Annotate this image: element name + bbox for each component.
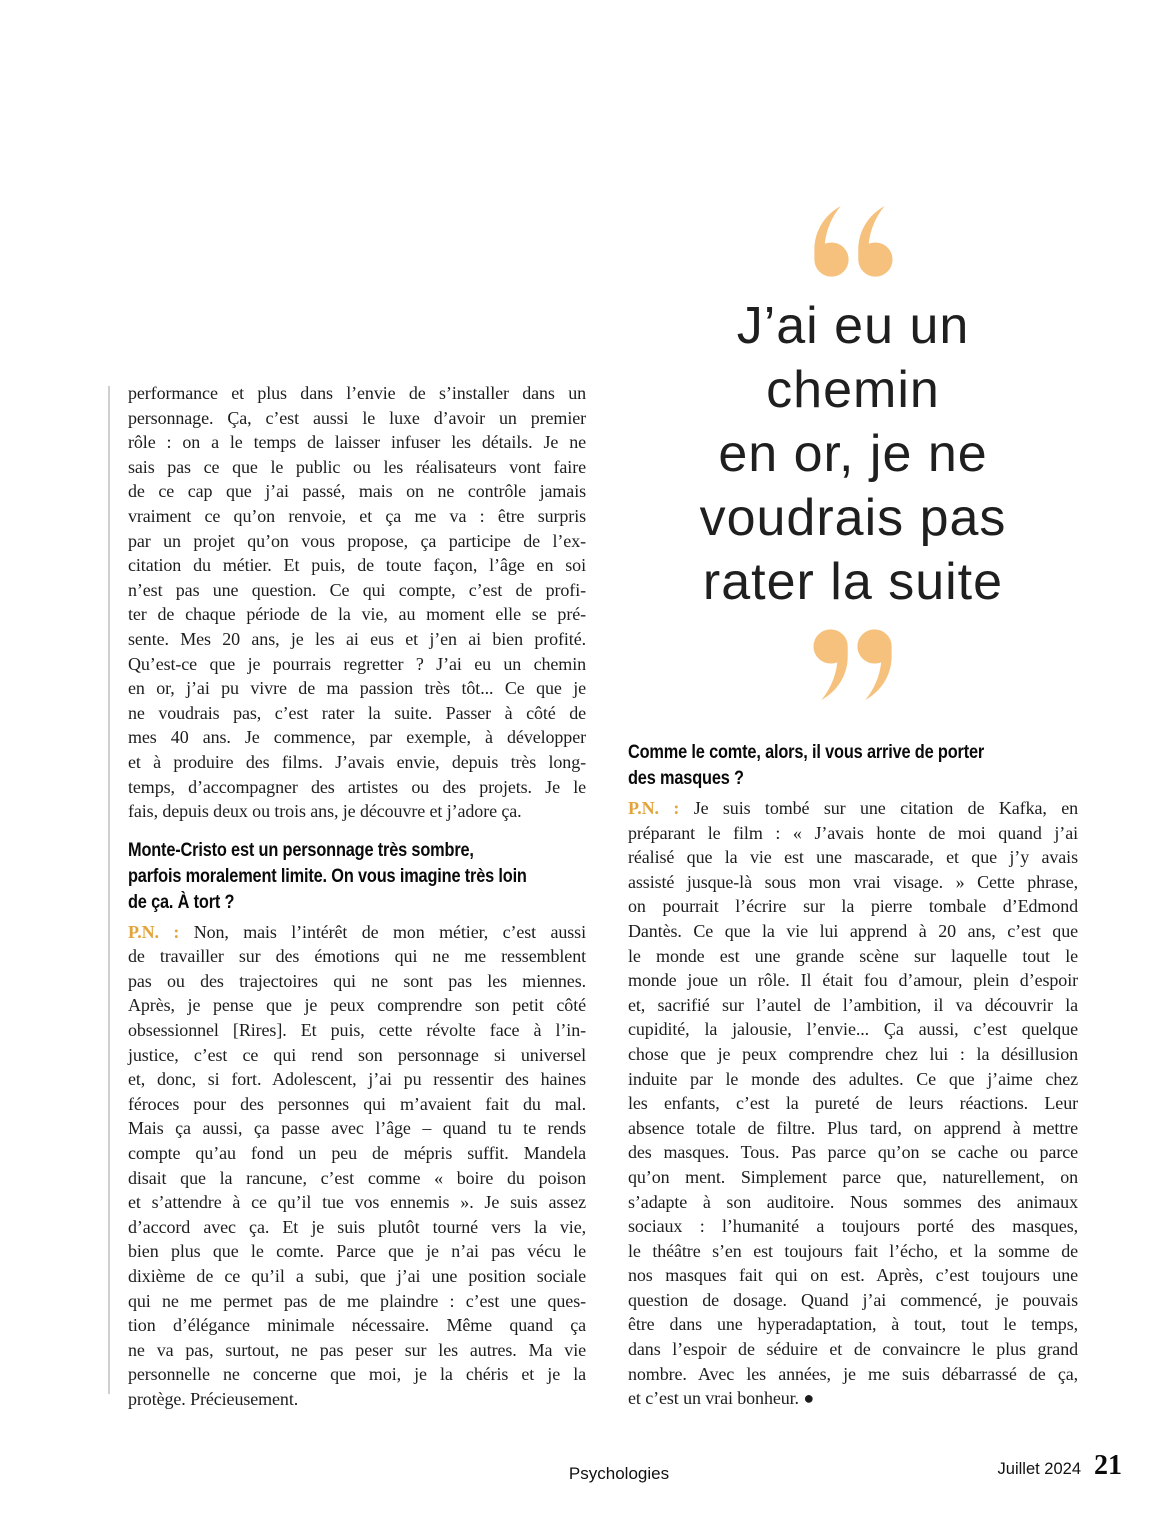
text-line: sociaux : l’humanité a toujours porté des masques, (628, 1216, 1078, 1237)
text-line: de ça. À tort ? (128, 891, 235, 913)
text-line: sais pas ce que le public ou les réalisateurs vont faire (128, 456, 586, 477)
text-line: chose que je peux comprendre chez lui : la désillusion (628, 1043, 1078, 1064)
pull-quote-text (628, 294, 1078, 614)
text-line: personnelle ne concerne que moi, je la chéris et je la (128, 1364, 586, 1385)
text-line: d’accord avec ça. Et je suis plutôt tourné vers la vie, (128, 1216, 586, 1237)
text-line: vraiment ce qu’on renvoie, et ça me va : être surpris (128, 505, 586, 526)
interview-question-masques (628, 740, 1078, 792)
text-line: justice, c’est ce qui rend son personnage si universel (128, 1044, 586, 1065)
text-line: être dans une hyperadaptation, à tout, tout le temps, (628, 1314, 1078, 1335)
issue-date: Juillet 2024 (997, 1460, 1081, 1478)
text-line: personnage. Ça, c’est aussi le luxe d’avoir un premier (128, 407, 586, 428)
interview-answer-1 (128, 920, 586, 1412)
running-paragraph (128, 381, 586, 824)
text-line: sente. Mes 20 ans, je les ai eus et j’en ai bien profité. (128, 628, 586, 649)
text-line: qui ne me permet pas de me plaindre : c’est une ques- (128, 1290, 586, 1311)
text-line: fais, depuis deux ou trois ans, je découvre et j’adore ça. (128, 801, 522, 822)
text-line: Monte-Cristo est un personnage très sombre, (128, 839, 474, 861)
text-line: n’est pas une question. Ce qui compte, c’est de profi- (128, 579, 586, 600)
text-line: ne voudrais pas, c’est rater la suite. Passer à côté de (128, 702, 586, 723)
text-line: s’adapte à son auditoire. Nous sommes des animaux (628, 1191, 1078, 1212)
text-line: rater la suite (702, 553, 1004, 611)
text-line: chemin (766, 361, 940, 419)
speaker-label: P.N. : (628, 798, 680, 818)
text-line: citation du métier. Et puis, de toute façon, l’âge en soi (128, 555, 586, 576)
speaker-label: P.N. : (128, 921, 180, 942)
text-line: temps, d’accompagner des artistes ou des projets. Je le (128, 776, 586, 797)
text-line: ne va pas, surtout, ne pas peser sur les autres. Ma vie (128, 1339, 586, 1360)
text-line: et, sacrifié sur l’autel de l’ambition, il va découvrir la (628, 994, 1078, 1015)
text-line: tion d’élégance minimale nécessaire. Même quand ça (128, 1315, 586, 1336)
answer-first-line-text: Non, mais l’intérêt de mon métier, c’est aussi (193, 921, 586, 942)
text-line: Comme le comte, alors, il vous arrive de porter (628, 742, 985, 763)
text-line: de ce cap que j’ai passé, mais on ne contrôle jamais (128, 481, 586, 502)
text-line: rôle : on a le temps de laisser infuser les détails. Je ne (128, 432, 586, 453)
text-line: compte qu’au fond un peu de mépris suffit. Mandela (128, 1143, 586, 1164)
open-quote-icon (628, 206, 1078, 278)
pull-quote (628, 206, 1078, 700)
text-line: des masques ? (628, 768, 744, 789)
right-column (628, 740, 1078, 1411)
text-line: et à produire des films. J’avais envie, depuis très long- (128, 751, 586, 772)
interview-question-monte-cristo (128, 838, 586, 916)
answer-first-line (628, 796, 1078, 821)
text-line: ter de chaque période de la vie, au moment elle se pré- (128, 604, 586, 625)
text-line: les enfants, c’est la pureté de leurs réactions. Leur (628, 1093, 1078, 1114)
text-line: en or, je ne (718, 425, 988, 483)
text-line: monde joue un rôle. Il était fou d’amour, plein d’espoir (628, 970, 1078, 991)
text-line: bien plus que le comte. Parce que je n’ai pas vécu le (128, 1241, 586, 1262)
text-line: protège. Précieusement. (128, 1388, 299, 1409)
text-line: Mais ça aussi, ça passe avec l’âge – quand tu te rends (128, 1118, 586, 1139)
answer-lines (128, 944, 586, 1411)
text-line: parfois moralement limite. On vous imagine très loin (128, 865, 527, 887)
text-line: obsessionnel [Rires]. Et puis, cette révolte face à l’in- (128, 1020, 586, 1041)
text-line: dixième de ce qu’il a subi, que j’ai une position sociale (128, 1266, 586, 1286)
text-line: dans l’espoir de séduire et de convaincre le plus grand (628, 1339, 1078, 1360)
text-line: mes 40 ans. Je commence, par exemple, à développer (128, 727, 586, 748)
text-line: Qu’est-ce que je pourrais regretter ? J’ai eu un chemin (128, 653, 586, 674)
text-line: Dantès. Ce que la vie lui apprend à 20 ans, c’est que (628, 920, 1078, 941)
text-line: féroces pour des personnes qui m’avaient fait du mal. (128, 1093, 586, 1114)
text-line: question de dosage. Quand j’ai commencé, je pouvais (628, 1289, 1078, 1310)
interview-answer-2 (628, 796, 1078, 1411)
footer-right (998, 1450, 1122, 1482)
answer-first-line (128, 920, 586, 945)
text-line: pas ou des trajectoires qui ne sont pas les miennes. (128, 970, 586, 991)
text-line: J’ai eu un (736, 297, 970, 355)
text-line: nos masques fait qui on est. Après, c’est toujours une (628, 1265, 1078, 1286)
text-line: et, donc, si fort. Adolescent, j’ai pu ressentir des haines (128, 1069, 586, 1090)
text-line: assisté jusque-là sous mon vrai visage. » Cette phrase, (628, 871, 1078, 892)
text-line: voudrais pas (699, 489, 1007, 547)
text-line: et s’attendre à ce qu’il tue vos ennemis ». Je suis assez (128, 1192, 586, 1213)
text-line: qu’on ment. Simplement parce que, naturellement, on (628, 1166, 1078, 1187)
text-line: performance et plus dans l’envie de s’installer dans un (128, 383, 586, 403)
text-line: des masques. Tous. Pas parce qu’on se cache ou parce (628, 1142, 1078, 1163)
text-line: disait que la rancune, c’est comme « boire du poison (128, 1167, 586, 1188)
text-line: le théâtre s’en est toujours fait l’écho, et la somme de (628, 1240, 1078, 1261)
left-column (128, 381, 586, 1412)
text-line: réalisé que la vie est une mascarade, et que j’y avais (628, 847, 1078, 868)
text-line: on pourrait l’écrire sur la pierre tombale d’Edmond (628, 896, 1078, 917)
text-line: cupidité, la jalousie, l’envie... Ça aussi, c’est quelque (628, 1019, 1078, 1040)
text-line: le monde est une grande scène sur laquelle tout le (628, 945, 1078, 966)
column-rule (108, 386, 110, 1394)
text-line: induite par le monde des adultes. Ce que j’aime chez (628, 1068, 1078, 1089)
answer-lines (628, 821, 1078, 1411)
answer-first-line-text: Je suis tombé sur une citation de Kafka, en (693, 798, 1078, 818)
text-line: de travailler sur des émotions qui ne me ressemblent (128, 946, 586, 967)
text-line: préparant le film : « J’avais honte de moi quand j’ai (628, 822, 1078, 843)
text-line: et c’est un vrai bonheur. ● (628, 1388, 815, 1409)
close-quote-icon (628, 628, 1078, 700)
text-line: par un projet qu’on vous propose, ça participe de l’ex- (128, 530, 586, 551)
text-line: absence totale de filtre. Plus tard, on apprend à mettre (628, 1117, 1078, 1138)
text-line: Après, je pense que je peux comprendre son petit côté (128, 995, 586, 1016)
text-line: en or, j’ai pu vivre de ma passion très tôt... Ce que je (128, 678, 586, 699)
magazine-name: Psychologies (568, 1464, 670, 1483)
page-number: 21 (1094, 1450, 1122, 1481)
text-line: nombre. Avec les années, je me suis débarrassé de ça, (628, 1363, 1078, 1384)
